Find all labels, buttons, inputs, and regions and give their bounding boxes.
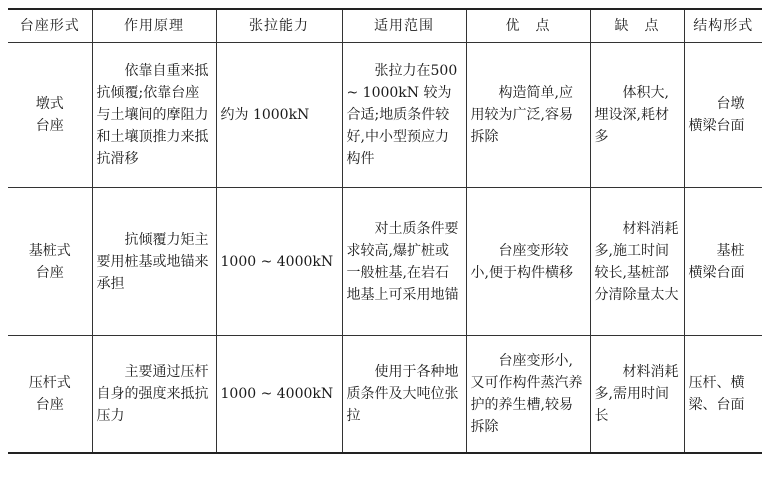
cell-cons: 材料消耗多,施工时间较长,基桩部分清除量太大 xyxy=(590,188,684,336)
cell-form xyxy=(8,43,92,188)
cell-cons: 材料消耗多,需用时间长 xyxy=(590,336,684,454)
cell-form xyxy=(8,188,92,336)
cell-structure: 压杆、横梁、台面 xyxy=(684,336,762,454)
header-scope: 适用范围 xyxy=(342,9,466,43)
pedestal-comparison-table xyxy=(8,8,762,454)
cell-capacity: 约为 1000kN xyxy=(216,43,342,188)
table-row xyxy=(8,43,762,188)
header-pros: 优 点 xyxy=(466,9,590,43)
form-line-2: 台座 xyxy=(35,397,64,413)
form-line-1: 压杆式 xyxy=(28,375,71,391)
form-line-2: 台座 xyxy=(35,264,64,281)
cell-scope: 使用于各种地质条件及大吨位张拉 xyxy=(342,336,466,454)
table-row xyxy=(8,336,762,454)
header-principle: 作用原理 xyxy=(92,9,216,43)
cell-structure: 台墩横梁台面 xyxy=(684,43,762,188)
cell-capacity: 1000 ~ 4000kN xyxy=(216,188,342,336)
cell-capacity: 1000 ~ 4000kN xyxy=(216,336,342,454)
cell-structure: 基桩横梁台面 xyxy=(684,188,762,336)
header-capacity: 张拉能力 xyxy=(216,9,342,43)
cell-principle: 依靠自重来抵抗倾覆;依靠台座与土壤间的摩阻力和土壤顶推力来抵抗滑移 xyxy=(92,43,216,188)
header-form: 台座形式 xyxy=(8,9,92,43)
table-row xyxy=(8,188,762,336)
cell-scope: 张拉力在500 ~ 1000kN 较为合适;地质条件较好,中小型预应力构件 xyxy=(342,43,466,188)
cell-scope: 对土质条件要求较高,爆扩桩或一般桩基,在岩石地基上可采用地锚 xyxy=(342,188,466,336)
cell-pros: 构造简单,应用较为广泛,容易拆除 xyxy=(466,43,590,188)
header-row xyxy=(8,9,762,43)
header-cons: 缺 点 xyxy=(590,9,684,43)
cell-principle: 抗倾覆力矩主要用桩基或地锚来承担 xyxy=(92,188,216,336)
form-line-1: 基桩式 xyxy=(28,242,71,259)
form-line-1: 墩式 xyxy=(35,96,64,112)
cell-principle: 主要通过压杆自身的强度来抵抗压力 xyxy=(92,336,216,454)
form-line-2: 台座 xyxy=(35,118,64,134)
cell-pros: 台座变形小,又可作构件蒸汽养护的养生槽,较易拆除 xyxy=(466,336,590,454)
cell-cons: 体积大,埋设深,耗材多 xyxy=(590,43,684,188)
cell-form xyxy=(8,336,92,454)
header-structure: 结构形式 xyxy=(684,9,762,43)
cell-pros: 台座变形较小,便于构件横移 xyxy=(466,188,590,336)
